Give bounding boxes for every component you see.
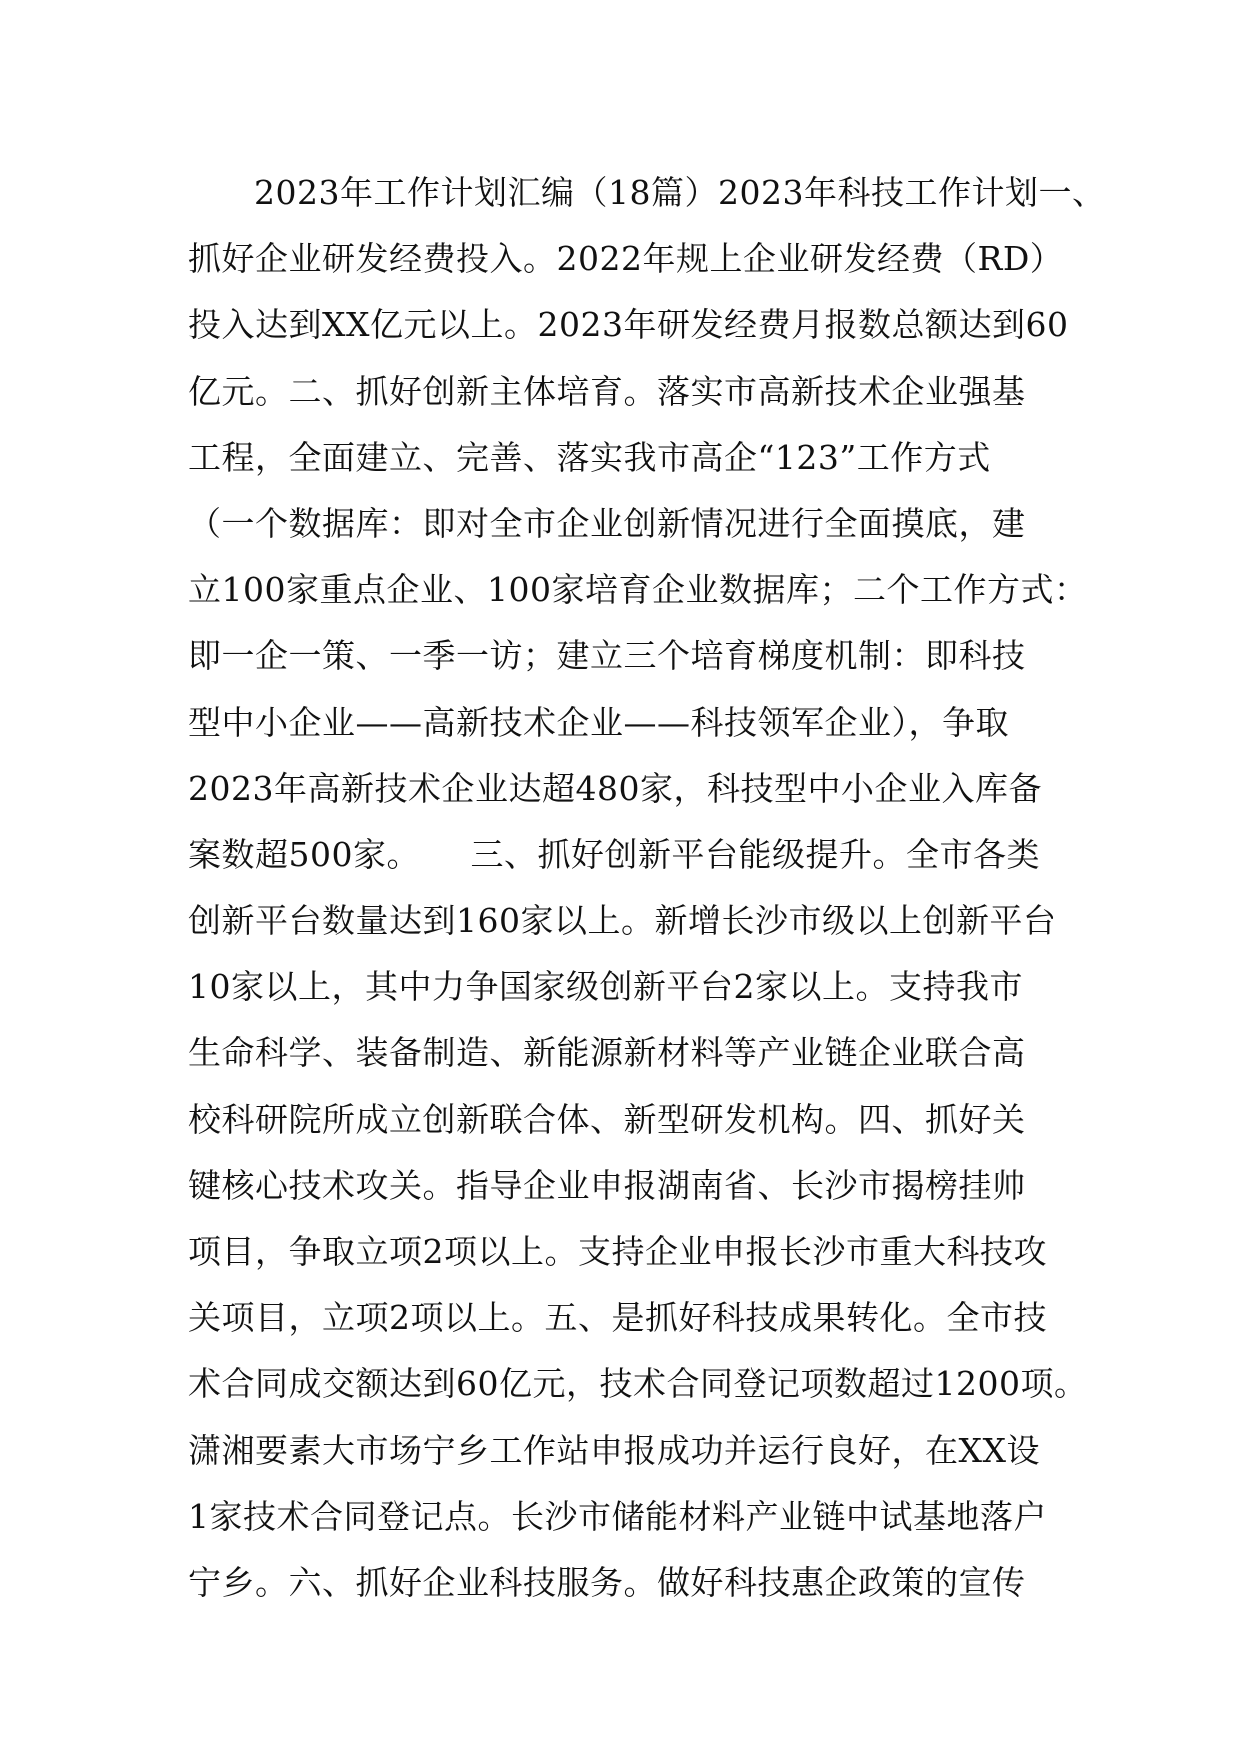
text-line: 创新平台数量达到160家以上。新增长沙市级以上创新平台 xyxy=(188,901,1057,941)
text-line: 工程，全面建立、完善、落实我市高企“123”工作方式 xyxy=(188,437,991,477)
document-body xyxy=(188,160,1106,1616)
text-line: 立100家重点企业、100家培育企业数据库；二个工作方式： xyxy=(188,570,1088,610)
text-line: 投入达到XX亿元以上。2023年研发经费月报数总额达到60 xyxy=(188,305,1069,345)
text-line: 2023年工作计划汇编（18篇）2023年科技工作计划一、 xyxy=(254,173,1106,212)
text-line: 宁乡。六、抓好企业科技服务。做好科技惠企政策的宣传 xyxy=(188,1562,1026,1602)
text-line: 项目，争取立项2项以上。支持企业申报长沙市重大科技攻 xyxy=(188,1232,1047,1271)
text-line: 关项目，立项2项以上。五、是抓好科技成果转化。全市技 xyxy=(188,1298,1047,1338)
text-line: 抓好企业研发经费投入。2022年规上企业研发经费（RD） xyxy=(188,239,1064,279)
text-line: 校科研院所成立创新联合体、新型研发机构。四、抓好关 xyxy=(188,1099,1026,1139)
text-line: 1家技术合同登记点。长沙市储能材料产业链中试基地落户 xyxy=(188,1496,1047,1536)
text-line: 键核心技术攻关。指导企业申报湖南省、长沙市揭榜挂帅 xyxy=(188,1165,1026,1205)
text-line: 生命科学、装备制造、新能源新材料等产业链企业联合高 xyxy=(188,1033,1026,1073)
text-line: 即一企一策、一季一访；建立三个培育梯度机制：即科技 xyxy=(188,636,1026,676)
text-line: 2023年高新技术企业达超480家，科技型中小企业入库备 xyxy=(188,768,1042,808)
text-line: 潇湘要素大市场宁乡工作站申报成功并运行良好，在XX设 xyxy=(188,1430,1040,1470)
text-line: （一个数据库：即对全市企业创新情况进行全面摸底，建 xyxy=(188,503,1026,543)
text-line: 10家以上，其中力争国家级创新平台2家以上。支持我市 xyxy=(188,967,1023,1007)
text-line: 术合同成交额达到60亿元，技术合同登记项数超过1200项。 xyxy=(188,1364,1088,1404)
text-line: 案数超500家。 三、抓好创新平台能级提升。全市各类 xyxy=(188,834,1040,874)
text-line: 亿元。二、抓好创新主体培育。落实市高新技术企业强基 xyxy=(188,371,1026,411)
text-line: 型中小企业——高新技术企业——科技领军企业），争取 xyxy=(188,702,1009,742)
